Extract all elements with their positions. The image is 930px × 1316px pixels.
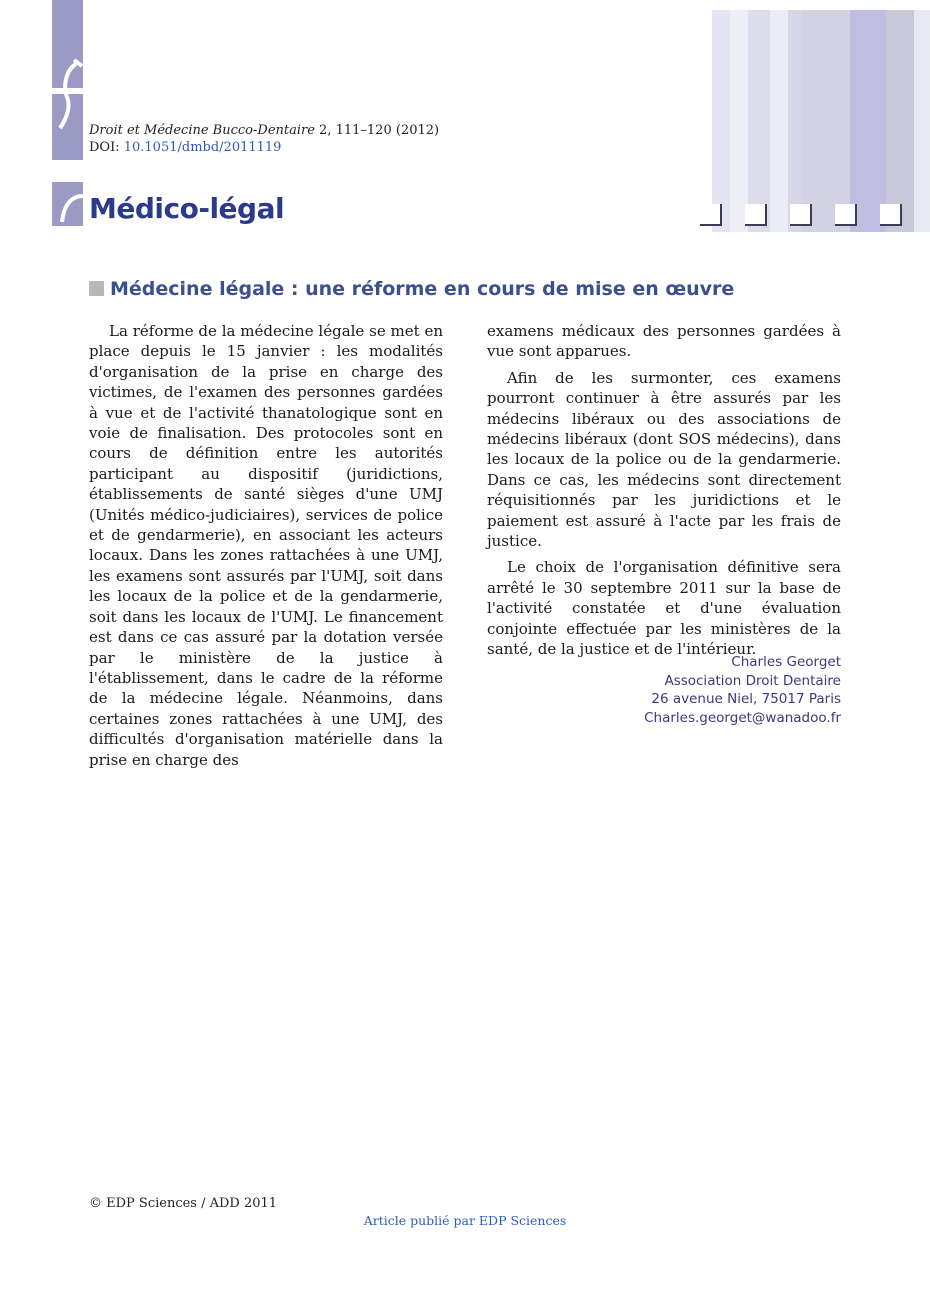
body-paragraph: Afin de les surmonter, ces examens pourront continuer à être assurés par les médecins libéraux ou des associations de médecins libéraux (dont SOS médecins), dans les locaux de la police ou de la gendarmerie. Dans ce cas, les médecins sont directement réquisitionnés par les juridictions et le paiement est assuré à l'acte par les frais de justice. xyxy=(487,368,841,551)
title-marker-icon xyxy=(89,281,104,296)
published-by-link[interactable]: Article publié par EDP Sciences xyxy=(363,1213,567,1228)
copyright: © EDP Sciences / ADD 2011 xyxy=(89,1196,278,1211)
article-title xyxy=(89,278,734,300)
decorative-sidebar xyxy=(52,0,83,226)
doi-link[interactable]: 10.1051/dmbd/2011119 xyxy=(123,140,282,155)
body-column-left xyxy=(89,321,443,776)
author-signature xyxy=(487,653,841,727)
header-decoration xyxy=(700,10,930,232)
author-organization: Association Droit Dentaire xyxy=(664,672,841,689)
author-email[interactable]: Charles.georget@wanadoo.fr xyxy=(644,709,841,726)
journal-name: Droit et Médecine Bucco-Dentaire xyxy=(89,123,315,138)
article-title-text: Médecine légale : une réforme en cours de mise en œuvre xyxy=(110,278,735,300)
author-name: Charles Georget xyxy=(731,654,841,670)
doi-label: DOI: xyxy=(89,140,124,155)
body-paragraph: Le choix de l'organisation définitive sera arrêté le 30 septembre 2011 sur la base de l'activité constatée et d'une évaluation conjointe effectuée par les ministères de la santé, de la justice et de l'intérieur. xyxy=(487,558,841,659)
author-address: 26 avenue Niel, 75017 Paris xyxy=(651,691,841,707)
body-paragraph: examens médicaux des personnes gardées à vue sont apparues. xyxy=(487,322,841,361)
header-squares xyxy=(700,204,930,230)
body-paragraph: La réforme de la médecine légale se met en place depuis le 15 janvier : les modalités d'organisation de la prise en charge des victimes, de l'examen des personnes gardées à vue et de l'activité thanatologique sont en voie de finalisation. Des protocoles sont en cours de définition entre les autorités participant au dispositif (juridictions, établissements de santé sièges d'une UMJ (Unités médico-judiciaires), services de police et de gendarmerie), en associant les acteurs locaux. Dans les zones rattachées à une UMJ, les examens sont assurés par l'UMJ, soit dans les locaux de la police et de la gendarmerie, soit dans les locaux de l'UMJ. Le financement est dans ce cas assuré par la dotation versée par le ministère de la justice à l'établissement, dans le cadre de la réforme de la médecine légale. Néanmoins, dans certaines zones rattachées à une UMJ, des difficultés d'organisation matérielle dans la prise en charge des xyxy=(89,322,443,769)
section-title: Médico-légal xyxy=(89,192,285,225)
journal-info xyxy=(89,122,439,156)
tooth-logo-icon xyxy=(52,0,83,226)
journal-citation: 2, 111–120 (2012) xyxy=(314,123,440,138)
body-column-right xyxy=(487,321,841,666)
